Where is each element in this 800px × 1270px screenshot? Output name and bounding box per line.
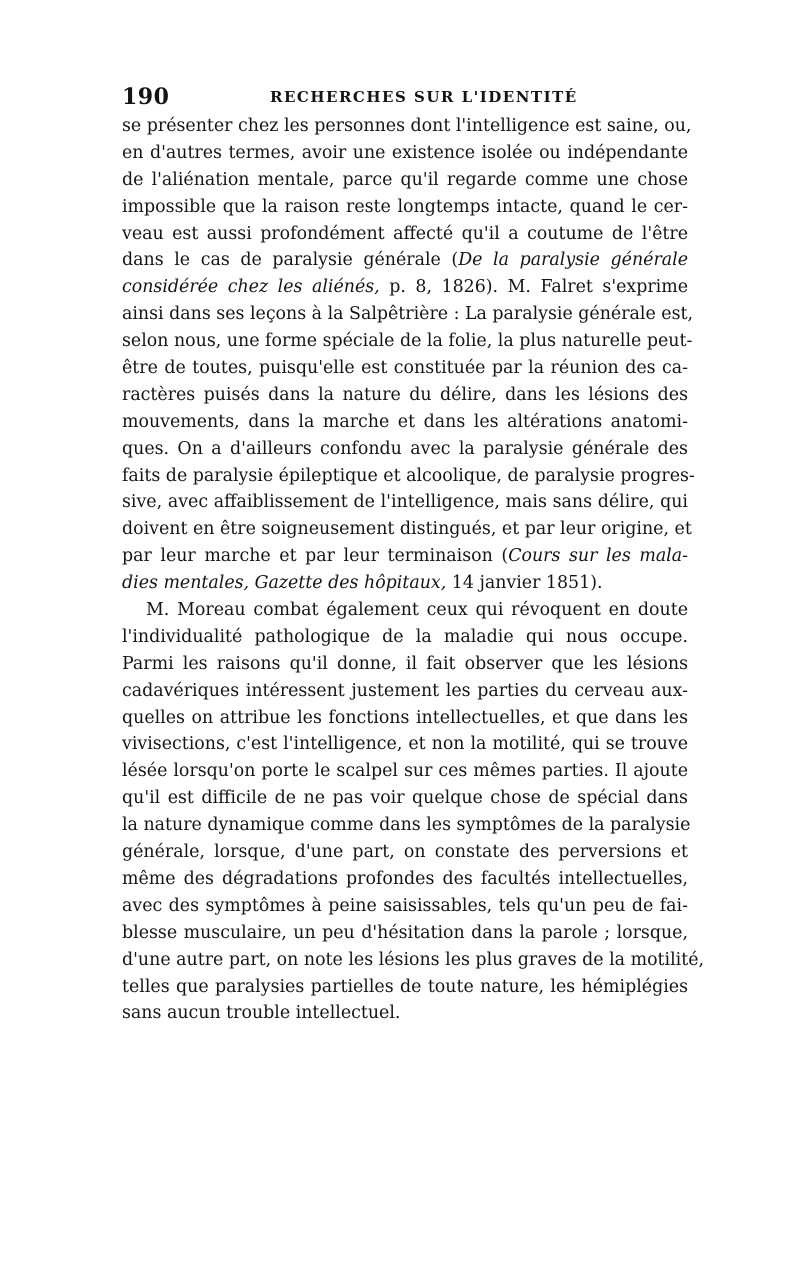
- text-line: [122, 1000, 688, 1027]
- text-segment: même des dégradations profondes des facultés intellectuelles,: [122, 868, 688, 889]
- text-segment: de l'aliénation mentale, parce qu'il regarde comme une chose: [122, 169, 688, 190]
- text-segment: M. Moreau combat également ceux qui révoquent en doute: [146, 600, 688, 621]
- text-segment: sans aucun trouble intellectuel.: [122, 1003, 401, 1024]
- text-segment: 14 janvier 1851).: [446, 573, 603, 594]
- text-line: [122, 167, 688, 194]
- text-line: [122, 382, 688, 409]
- text-segment: lésée lorsqu'on porte le scalpel sur ces mêmes parties. Il ajoute: [122, 761, 688, 782]
- text-line: [122, 893, 688, 920]
- text-line: [122, 758, 688, 785]
- body-text: [122, 113, 705, 1027]
- text-segment: impossible que la raison reste longtemps intacte, quand le cer-: [122, 196, 688, 217]
- text-line: [122, 516, 692, 543]
- text-segment: ques. On a d'ailleurs confondu avec la paralysie générale des: [122, 438, 688, 459]
- text-segment: avec des symptômes à peine saisissables, tels qu'un peu de fai-: [122, 895, 688, 916]
- text-line: [122, 113, 692, 140]
- text-segment: être de toutes, puisqu'elle est constituée par la réunion des ca-: [122, 358, 688, 379]
- text-segment: p. 8, 1826). M. Falret s'exprime: [379, 277, 688, 298]
- text-segment: dans le cas de paralysie générale (: [122, 250, 459, 271]
- text-line: [122, 301, 694, 328]
- text-segment: en d'autres termes, avoir une existence isolée ou indépendante: [122, 142, 688, 163]
- text-line: [122, 436, 688, 463]
- page-number: 190: [122, 84, 170, 110]
- text-segment: se présenter chez les personnes dont l'intelligence est saine, ou,: [122, 116, 692, 136]
- text-line: [122, 839, 688, 866]
- text-segment: sive, avec affaiblissement de l'intelligence, mais sans délire, qui: [122, 492, 688, 513]
- text-line: [122, 947, 705, 974]
- text-segment: selon nous, une forme spéciale de la folie, la plus naturelle peut-: [122, 331, 693, 352]
- text-line: [122, 489, 688, 516]
- text-line: [122, 140, 688, 167]
- text-segment: ainsi dans ses leçons à la Salpêtrière : La paralysie générale est,: [122, 304, 694, 325]
- text-segment: telles que paralysies partielles de toute nature, les hémiplégies: [122, 976, 688, 997]
- text-line: [122, 678, 688, 705]
- text-segment: l'individualité pathologique de la maladie qui nous occupe.: [122, 626, 688, 647]
- text-line: [122, 570, 688, 597]
- text-line: [122, 920, 688, 947]
- text-segment: mouvements, dans la marche et dans les altérations anatomi-: [122, 411, 688, 432]
- running-title: RECHERCHES SUR L'IDENTITÉ: [270, 88, 578, 106]
- italic-citation: Cours sur les mala-: [508, 546, 688, 567]
- text-line: [122, 409, 688, 436]
- text-line: [122, 597, 688, 624]
- text-line: [122, 651, 688, 678]
- text-segment: blesse musculaire, un peu d'hésitation dans la parole ; lorsque,: [122, 922, 688, 943]
- italic-citation: De la paralysie générale: [458, 250, 689, 271]
- text-segment: qu'il est difficile de ne pas voir quelque chose de spécial dans: [122, 788, 688, 809]
- text-segment: la nature dynamique comme dans les symptômes de la paralysie: [122, 815, 691, 836]
- text-line: [122, 221, 688, 248]
- text-segment: d'une autre part, on note les lésions les plus graves de la motilité,: [122, 949, 705, 970]
- text-line: [122, 866, 688, 893]
- text-line: [122, 355, 688, 382]
- text-segment: cadavériques intéressent justement les parties du cerveau aux-: [122, 680, 688, 701]
- text-segment: par leur marche et par leur terminaison (: [122, 546, 509, 567]
- text-segment: faits de paralysie épileptique et alcoolique, de paralysie progres-: [122, 465, 695, 486]
- text-line: [122, 328, 693, 355]
- text-line: [122, 247, 688, 274]
- text-segment: ractères puisés dans la nature du délire, dans les lésions des: [122, 384, 688, 405]
- running-head: [122, 84, 682, 114]
- text-line: [122, 194, 688, 221]
- text-line: [122, 705, 688, 732]
- text-line: [122, 274, 688, 301]
- text-segment: quelles on attribue les fonctions intellectuelles, et que dans les: [122, 707, 688, 728]
- text-line: [122, 543, 688, 570]
- text-segment: Parmi les raisons qu'il donne, il fait observer que les lésions: [122, 653, 688, 674]
- text-line: [122, 463, 695, 490]
- text-line: [122, 785, 688, 812]
- italic-citation: considérée chez les aliénés,: [122, 277, 380, 298]
- text-line: [122, 624, 688, 651]
- italic-citation: dies mentales, Gazette des hôpitaux,: [122, 573, 447, 594]
- text-line: [122, 974, 688, 1001]
- text-segment: veau est aussi profondément affecté qu'il a coutume de l'être: [122, 223, 688, 244]
- text-segment: vivisections, c'est l'intelligence, et non la motilité, qui se trouve: [122, 734, 688, 755]
- text-line: [122, 731, 688, 758]
- text-segment: générale, lorsque, d'une part, on constate des perversions et: [122, 842, 688, 863]
- text-line: [122, 812, 691, 839]
- text-segment: doivent en être soigneusement distingués, et par leur origine, et: [122, 519, 692, 540]
